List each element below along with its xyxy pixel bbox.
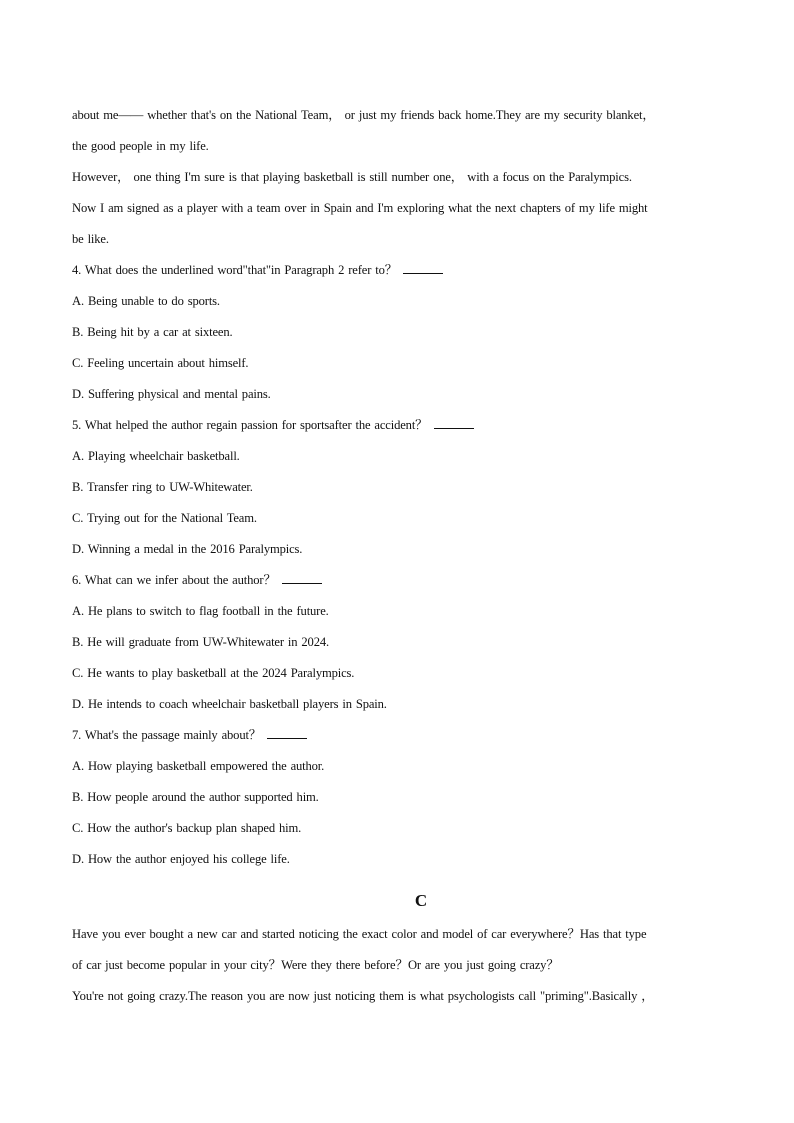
- paragraph-line: about me—— whether that's on the National Team， or just my friends back home.They are my security blanket，: [72, 108, 655, 122]
- option-c: C. He wants to play basketball at the 2024 Paralympics.: [72, 666, 355, 680]
- option-c: C. How the author's backup plan shaped him.: [72, 821, 302, 835]
- question-stem: [72, 410, 722, 441]
- option-d: D. He intends to coach wheelchair basketball players in Spain.: [72, 697, 387, 711]
- section-heading: C: [414, 891, 428, 910]
- option-b: B. Transfer ring to UW-Whitewater.: [72, 480, 253, 494]
- passage-b-continuation: [72, 100, 722, 255]
- option-a: A. Playing wheelchair basketball.: [72, 449, 240, 463]
- answer-blank: [282, 571, 322, 584]
- option-a: A. Being unable to do sports.: [72, 294, 220, 308]
- question-4: [72, 255, 722, 410]
- answer-blank: [267, 726, 307, 739]
- question-text: 6. What can we infer about the author？: [72, 573, 276, 587]
- question-stem: [72, 255, 722, 286]
- paragraph-line: Have you ever bought a new car and started noticing the exact color and model of car everywhere？Has that type: [72, 927, 647, 941]
- option-c: C. Trying out for the National Team.: [72, 511, 257, 525]
- question-text: 4. What does the underlined word"that"in Paragraph 2 refer to？: [72, 263, 398, 277]
- paragraph-line: the good people in my life.: [72, 139, 209, 153]
- paragraph-line: Now I am signed as a player with a team over in Spain and I'm exploring what the next chapters of my life might: [72, 201, 648, 215]
- question-text: 7. What's the passage mainly about？: [72, 728, 262, 742]
- question-text: 5. What helped the author regain passion for sportsafter the accident？: [72, 418, 428, 432]
- option-a: A. He plans to switch to flag football in the future.: [72, 604, 329, 618]
- option-b: B. He will graduate from UW-Whitewater in 2024.: [72, 635, 329, 649]
- paragraph-line: of car just become popular in your city？Were they there before？Or are you just going crazy？: [72, 958, 559, 972]
- paragraph-line: be like.: [72, 232, 109, 246]
- paragraph-line: You're not going crazy.The reason you are now just noticing them is what psychologists call "priming".Basically ，: [72, 989, 654, 1003]
- answer-blank: [434, 416, 474, 429]
- passage-c: [72, 919, 722, 1012]
- option-b: B. How people around the author supported him.: [72, 790, 319, 804]
- option-b: B. Being hit by a car at sixteen.: [72, 325, 233, 339]
- question-7: [72, 720, 722, 875]
- option-d: D. Winning a medal in the 2016 Paralympics.: [72, 542, 303, 556]
- option-d: D. Suffering physical and mental pains.: [72, 387, 271, 401]
- question-5: [72, 410, 722, 565]
- question-6: [72, 565, 722, 720]
- page-content: [72, 100, 722, 1012]
- question-stem: [72, 565, 722, 596]
- paragraph-line: However， one thing I'm sure is that playing basketball is still number one， with a focus on the Paralympics.: [72, 170, 632, 184]
- answer-blank: [403, 261, 443, 274]
- question-stem: [72, 720, 722, 751]
- option-c: C. Feeling uncertain about himself.: [72, 356, 249, 370]
- option-a: A. How playing basketball empowered the author.: [72, 759, 325, 773]
- option-d: D. How the author enjoyed his college life.: [72, 852, 290, 866]
